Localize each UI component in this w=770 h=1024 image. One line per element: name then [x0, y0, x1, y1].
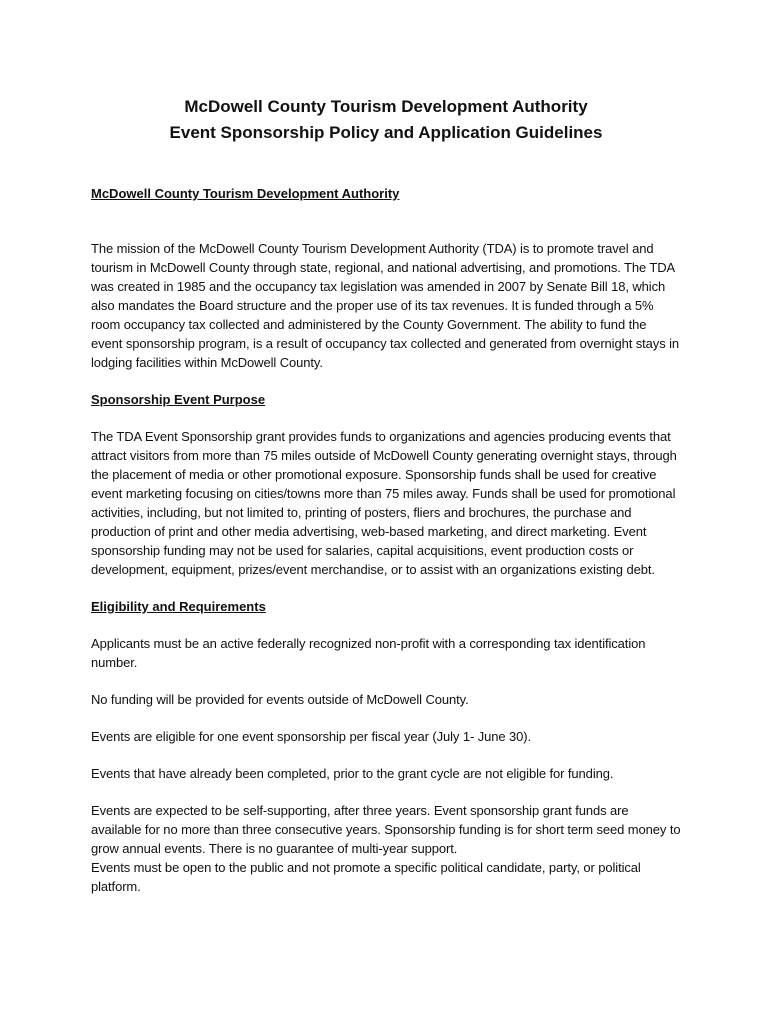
- paragraph-public-events: Events must be open to the public and not promote a specific political candidate, party, or political platform.: [91, 860, 641, 894]
- document-title: [91, 94, 681, 146]
- heading-purpose: Sponsorship Event Purpose: [91, 392, 266, 407]
- paragraph-completed-events: Events that have already been completed, prior to the grant cycle are not eligible for funding.: [91, 766, 614, 781]
- paragraph-self-supporting: Events are expected to be self-supporting, after three years. Event sponsorship grant funds are available for no more than three consecutive years. Sponsorship funding is for short term seed money to grow annual events. There is no guarantee of multi-year support.: [91, 803, 681, 856]
- heading-eligibility: Eligibility and Requirements: [91, 599, 266, 614]
- title-line-1: McDowell County Tourism Development Authority: [184, 97, 588, 116]
- paragraph-fiscal-year: Events are eligible for one event sponsorship per fiscal year (July 1- June 30).: [91, 729, 532, 744]
- paragraph-mission: The mission of the McDowell County Tourism Development Authority (TDA) is to promote travel and tourism in McDowell County through state, regional, and national advertising, and promotions. The TDA was created in 1985 and the occupancy tax legislation was amended in 2007 by Senate Bill 18, which also mandates the Board structure and the proper use of its tax revenues. It is funded through a 5% room occupancy tax collected and administered by the County Government. The ability to fund the event sponsorship program, is a result of occupancy tax collected and generated from overnight stays in lodging facilities within McDowell County.: [91, 241, 680, 370]
- paragraph-purpose: The TDA Event Sponsorship grant provides funds to organizations and agencies producing events that attract visitors from more than 75 miles outside of McDowell County generating overnight stays, through the placement of media or other promotional exposure. Sponsorship funds shall be used for creative event marketing focusing on cities/towns more than 75 miles away. Funds shall be used for promotional activities, including, but not limited to, printing of posters, fliers and brochures, the purchase and production of print and other media advertising, web-based marketing, and direct marketing. Event sponsorship funding may not be used for salaries, capital acquisitions, event production costs or development, equipment, prizes/event merchandise, or to assist with an organizations existing debt.: [91, 429, 677, 577]
- title-line-2: Event Sponsorship Policy and Application Guidelines: [169, 123, 603, 142]
- document-page: [91, 94, 681, 896]
- heading-authority: McDowell County Tourism Development Authority: [91, 186, 400, 201]
- paragraph-nonprofit: Applicants must be an active federally recognized non-profit with a corresponding tax identification number.: [91, 636, 646, 670]
- paragraph-county-only: No funding will be provided for events outside of McDowell County.: [91, 692, 469, 707]
